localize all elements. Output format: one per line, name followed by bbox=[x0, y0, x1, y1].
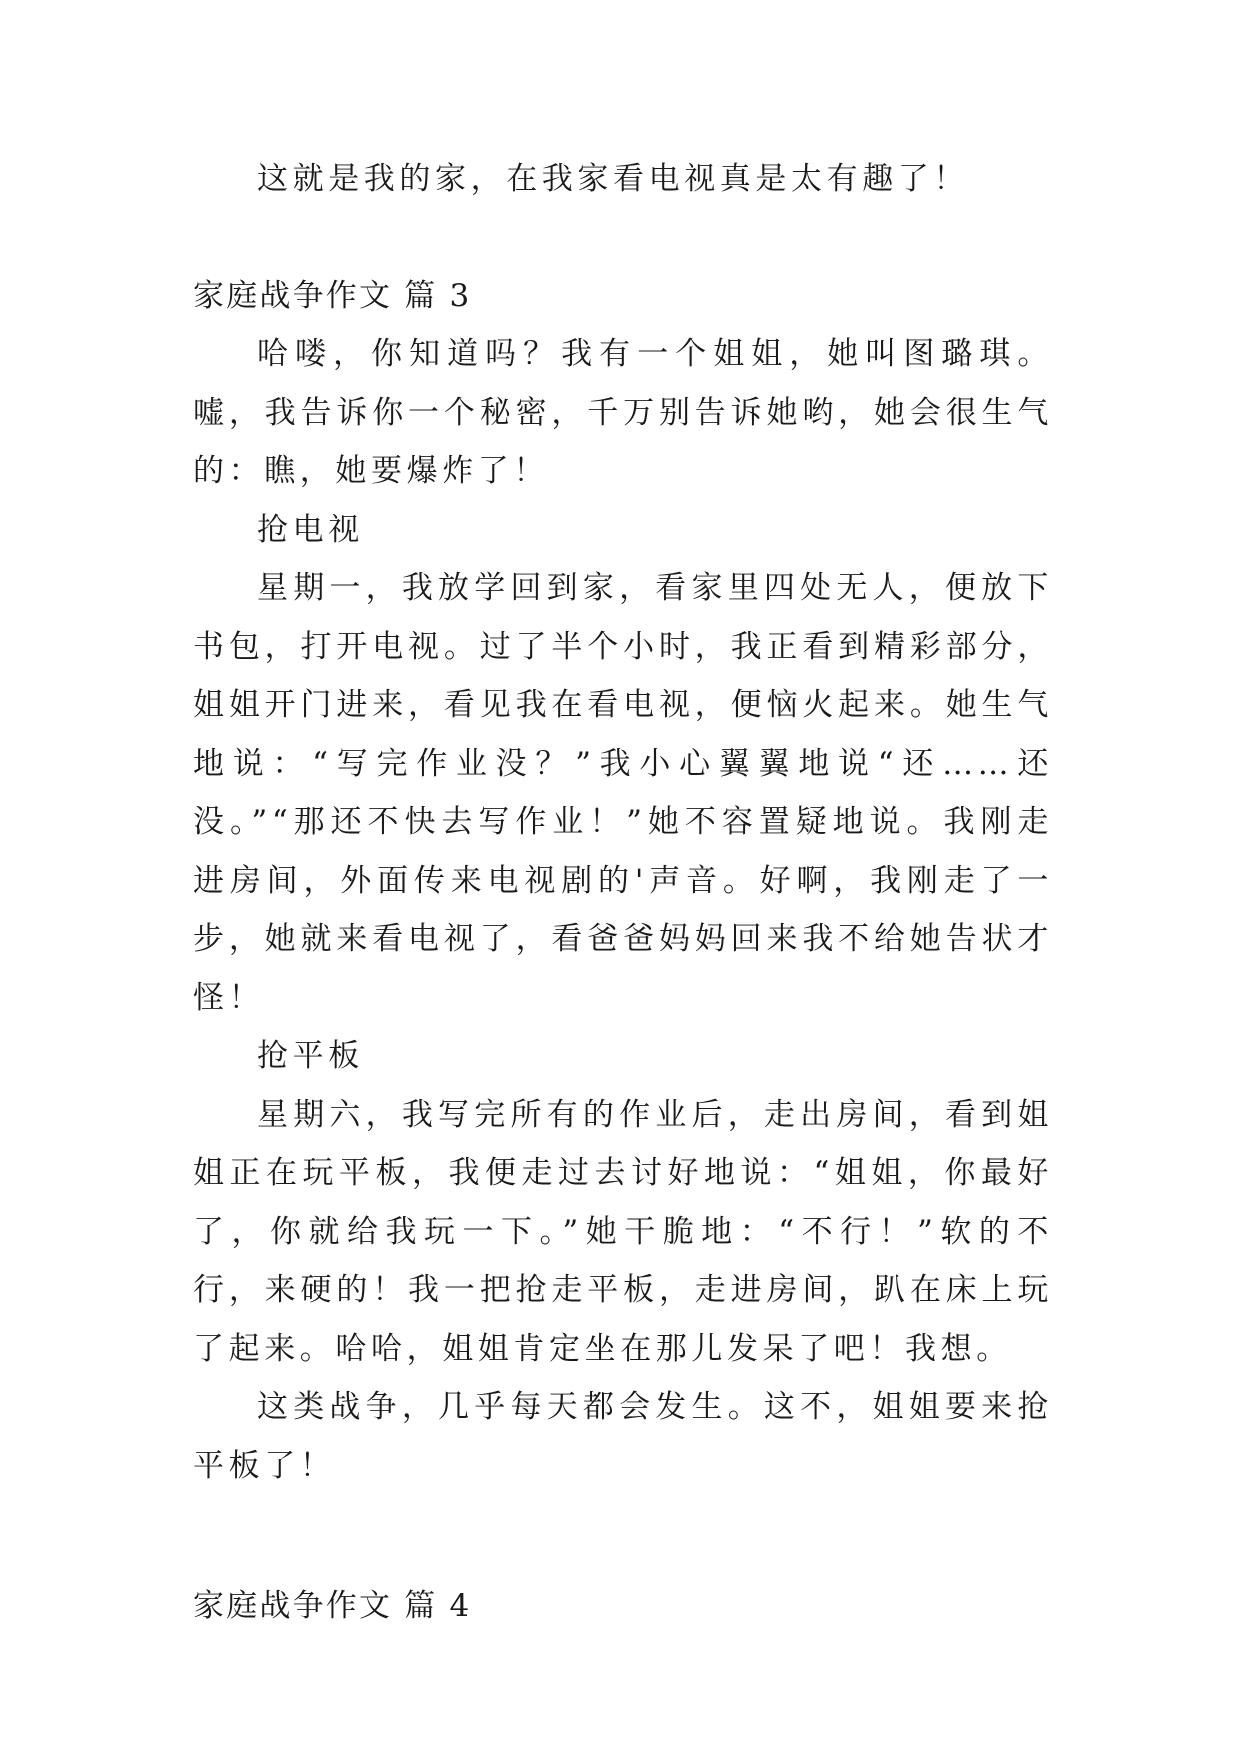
subheading-tablet: 抢平板 bbox=[257, 1038, 364, 1074]
intro-paragraph: 这就是我的家，在我家看电视真是太有趣了！ bbox=[257, 161, 969, 197]
document-body bbox=[193, 150, 1053, 1636]
section-heading-4: 家庭战争作文 篇 4 bbox=[193, 1588, 472, 1624]
paragraph-intro-sister: 哈喽，你知道吗？我有一个姐姐，她叫图璐琪。嘘，我告诉你一个秘密，千万别告诉她哟，她会很生气的：瞧，她要爆炸了！ bbox=[193, 336, 1053, 489]
paragraph-conclusion: 这类战争，几乎每天都会发生。这不，姐姐要来抢平板了！ bbox=[193, 1389, 1053, 1484]
paragraph-tablet-story: 星期六，我写完所有的作业后，走出房间，看到姐姐正在玩平板，我便走过去讨好地说：“姐姐，你最好了，你就给我玩一下。”她干脆地：“不行！”软的不行，来硬的！我一把抢走平板，走进房间，趴在床上玩了起来。哈哈，姐姐肯定坐在那儿发呆了吧！我想。 bbox=[193, 1096, 1053, 1367]
section-heading-3: 家庭战争作文 篇 3 bbox=[193, 277, 472, 314]
subheading-tv: 抢电视 bbox=[257, 511, 364, 548]
paragraph-tv-story: 星期一，我放学回到家，看家里四处无人，便放下书包，打开电视。过了半个小时，我正看到精彩部分，姐姐开门进来，看见我在看电视，便恼火起来。她生气地说：“写完作业没？”我小心翼翼地说“还……还没。”“那还不快去写作业！”她不容置疑地说。我刚走进房间，外面传来电视剧的'声音。好啊，我刚走了一步，她就来看电视了，看爸爸妈妈回来我不给她告状才怪！ bbox=[193, 570, 1053, 1016]
